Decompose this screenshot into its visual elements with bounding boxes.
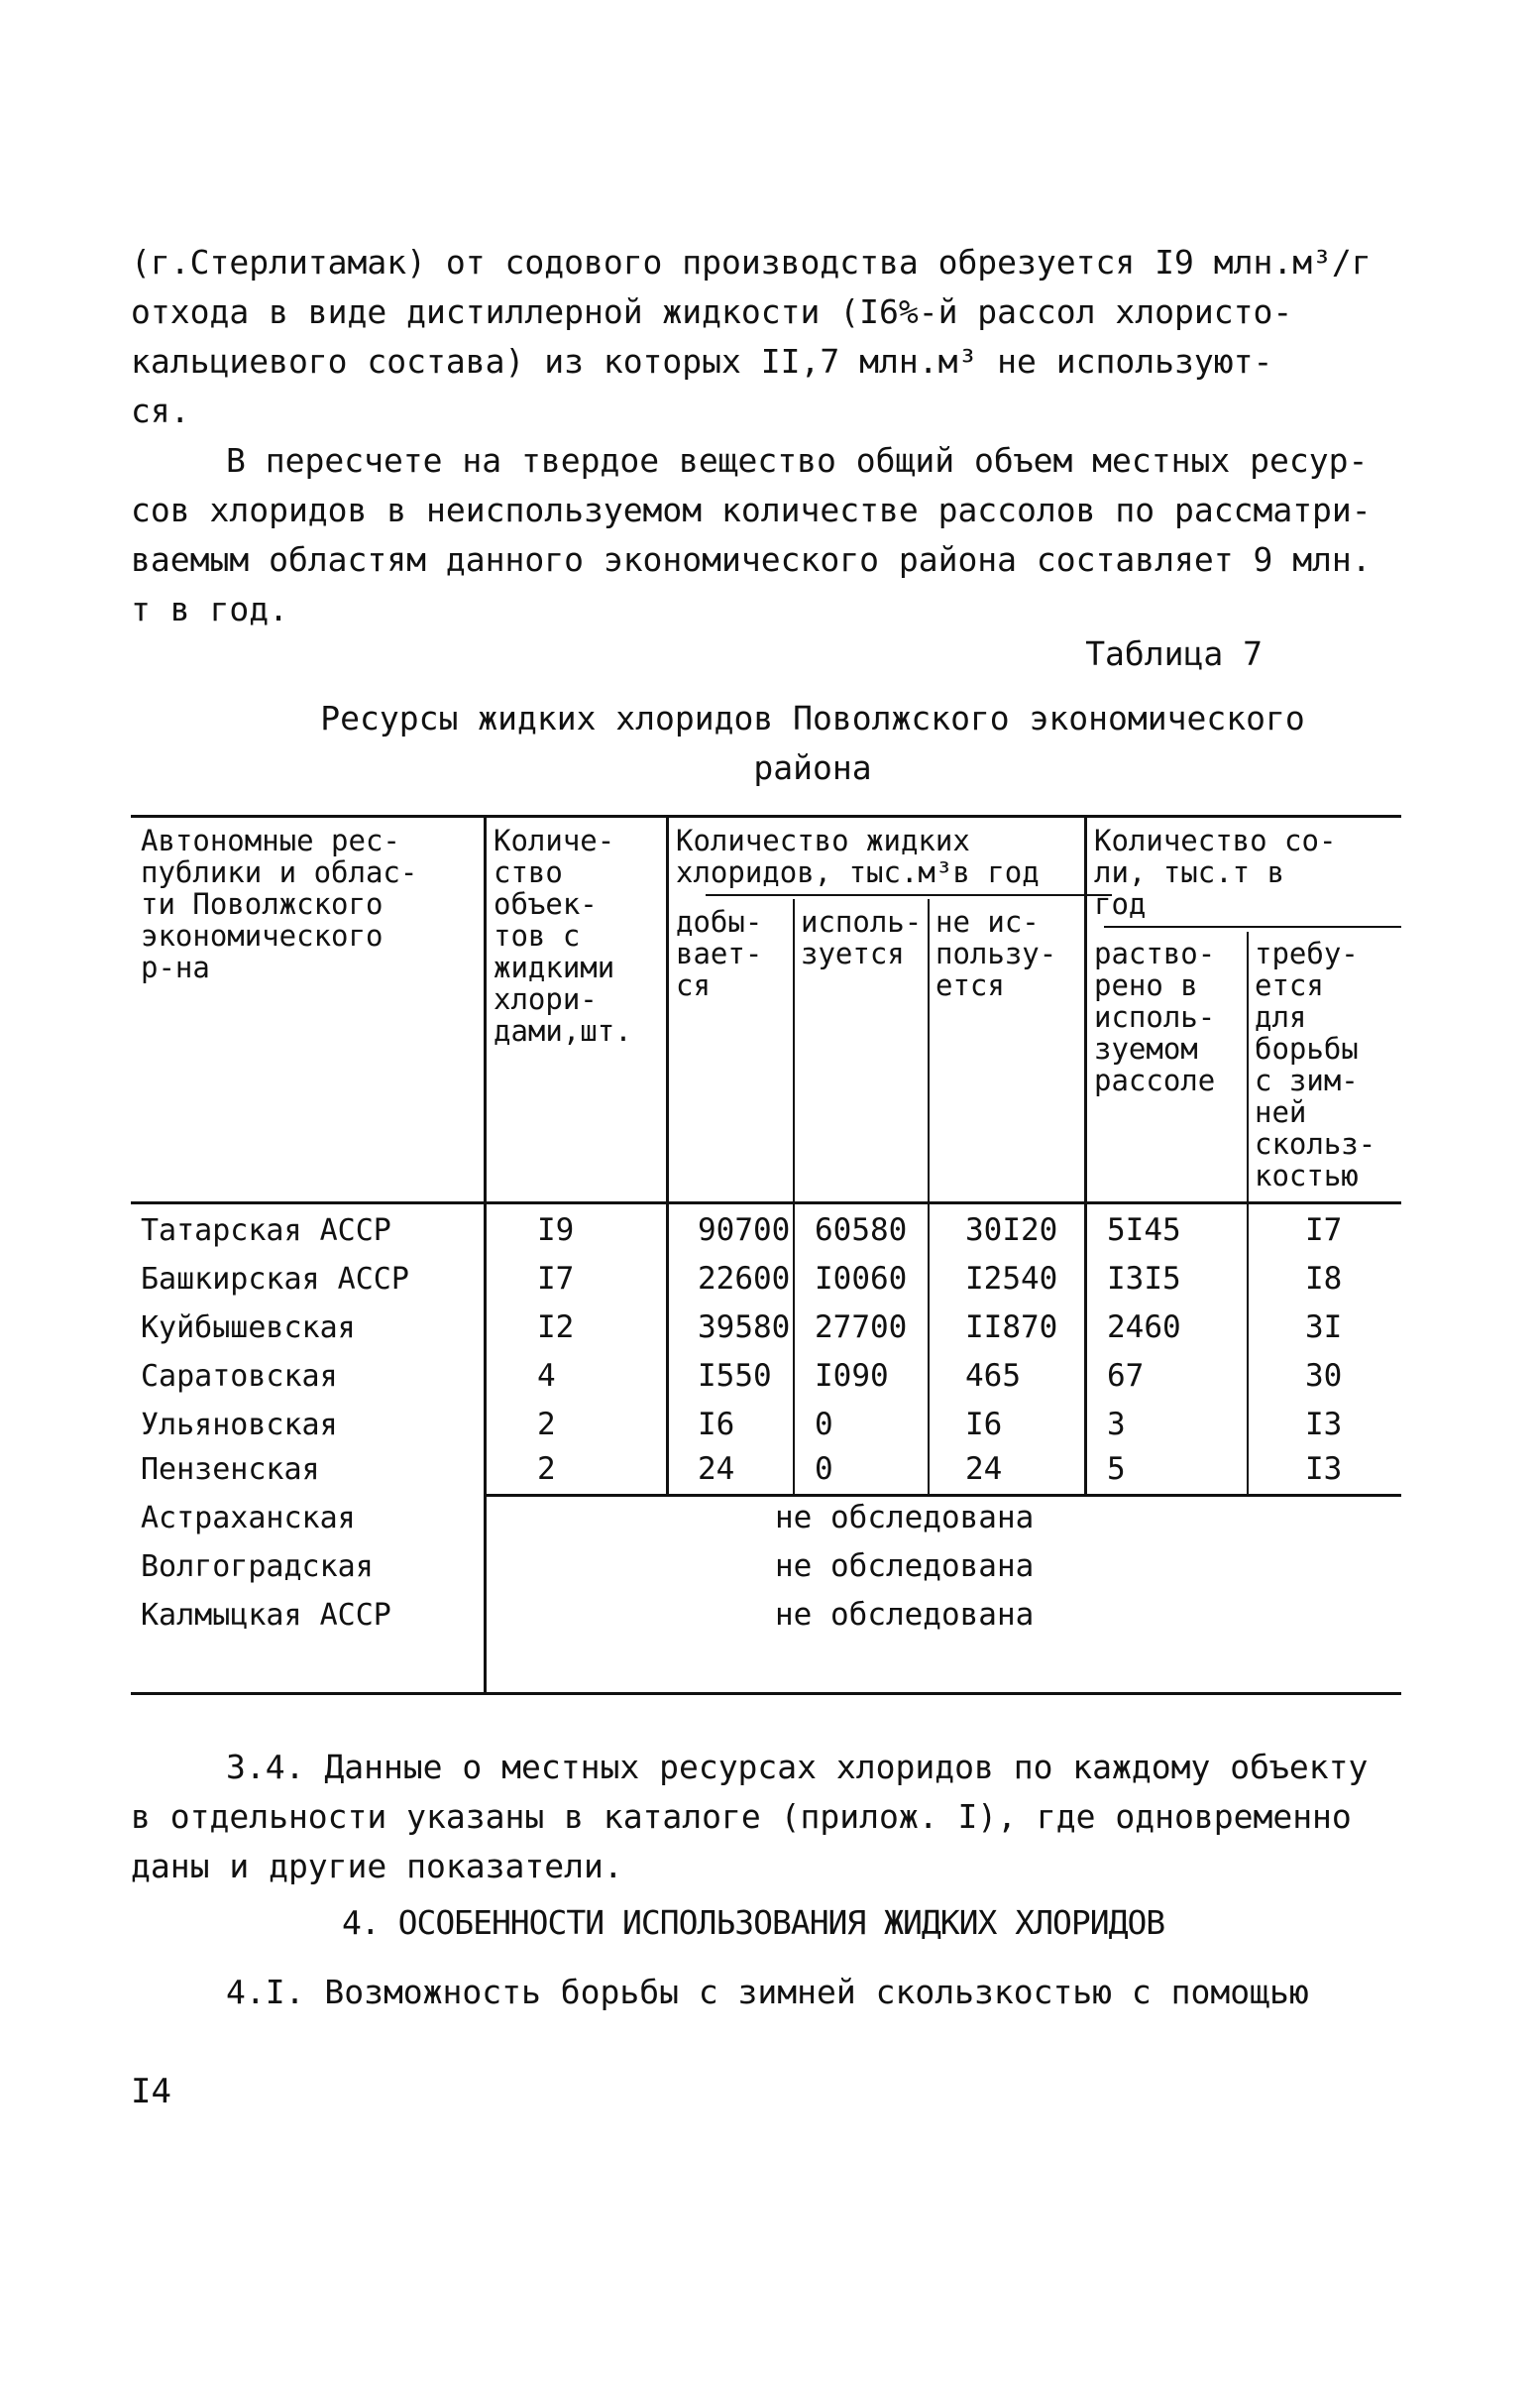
table-row-region: Пензенская bbox=[141, 1452, 320, 1487]
table-cell-dissolved: I3I5 bbox=[1107, 1261, 1181, 1297]
section-heading: 4. ОСОБЕННОСТИ ИСПОЛЬЗОВАНИЯ ЖИДКИХ ХЛОРИДОВ bbox=[342, 1903, 1165, 1942]
table-cell-required: I3 bbox=[1305, 1407, 1343, 1442]
header-salt: Количество со- ли, тыс.т в год bbox=[1094, 824, 1337, 921]
table-cell-dissolved: 3 bbox=[1107, 1407, 1126, 1442]
table-row-region: Ульяновская bbox=[141, 1408, 338, 1442]
table-cell-required: I7 bbox=[1305, 1212, 1343, 1248]
table-cell-mined: I550 bbox=[698, 1358, 772, 1394]
table-row-region: Волгоградская bbox=[141, 1549, 374, 1584]
table-cell-objects: I2 bbox=[537, 1309, 575, 1345]
table-cell-objects: I9 bbox=[537, 1212, 575, 1248]
table-row-region: Саратовская bbox=[141, 1359, 338, 1394]
paragraph-4-1: 4.I. Возможность борьбы с зимней скользкостью с помощью bbox=[226, 1973, 1309, 2011]
header-objects: Количе- ство объек- тов с жидкими хлори- дами,шт. bbox=[494, 824, 632, 1048]
table-cell-note: не обследована bbox=[775, 1597, 1035, 1633]
table-cell-used: 27700 bbox=[815, 1309, 908, 1345]
table-cell-used: I0060 bbox=[815, 1261, 908, 1297]
table-row-region: Калмыцкая АССР bbox=[141, 1598, 391, 1633]
header-mined: добы- вает- ся bbox=[676, 905, 763, 1002]
table-cell-mined: 24 bbox=[698, 1451, 735, 1487]
table-cell-objects: I7 bbox=[537, 1261, 575, 1297]
table-cell-note: не обследована bbox=[775, 1500, 1035, 1535]
table-cell-objects: 2 bbox=[537, 1451, 556, 1487]
table-title: Ресурсы жидких хлоридов Поволжского экономического района bbox=[320, 699, 1305, 787]
table-row-region: Астраханская bbox=[141, 1501, 356, 1535]
table-cell-objects: 4 bbox=[537, 1358, 556, 1394]
table-label: Таблица 7 bbox=[1085, 634, 1263, 673]
table-cell-required: 3I bbox=[1305, 1309, 1343, 1345]
table-cell-required: I3 bbox=[1305, 1451, 1343, 1487]
table-cell-dissolved: 2460 bbox=[1107, 1309, 1181, 1345]
header-liquid-chlorides: Количество жидких хлоридов, тыс.м³в год bbox=[676, 824, 1040, 889]
header-dissolved: раство- рено в исполь- зуемом рассоле bbox=[1094, 937, 1216, 1097]
table-cell-note: не обследована bbox=[775, 1548, 1035, 1584]
table-cell-required: I8 bbox=[1305, 1261, 1343, 1297]
table-cell-unused: 24 bbox=[965, 1451, 1003, 1487]
table-cell-objects: 2 bbox=[537, 1407, 556, 1442]
table-cell-dissolved: 5I45 bbox=[1107, 1212, 1181, 1248]
table-cell-unused: I6 bbox=[965, 1407, 1003, 1442]
resources-table bbox=[131, 815, 1401, 1697]
table-cell-unused: 465 bbox=[965, 1358, 1021, 1394]
header-unused: не ис- пользу- ется bbox=[935, 905, 1057, 1002]
header-regions: Автономные рес- публики и облас- ти Поволжского экономического р-на bbox=[141, 824, 418, 984]
table-row-region: Башкирская АССР bbox=[141, 1262, 409, 1297]
page-number: I4 bbox=[131, 2072, 171, 2111]
table-cell-mined: I6 bbox=[698, 1407, 735, 1442]
table-row-region: Куйбышевская bbox=[141, 1310, 356, 1345]
table-row-region: Татарская АССР bbox=[141, 1213, 391, 1248]
table-cell-mined: 90700 bbox=[698, 1212, 791, 1248]
table-cell-dissolved: 67 bbox=[1107, 1358, 1145, 1394]
table-cell-unused: II870 bbox=[965, 1309, 1058, 1345]
table-cell-dissolved: 5 bbox=[1107, 1451, 1126, 1487]
paragraph-chloride-total: В пересчете на твердое вещество общий объем местных ресур- сов хлоридов в неиспользуемом количестве рассолов по рассматри- ваемым областям данного экономического района составляет 9 млн. т в год. bbox=[131, 441, 1372, 628]
paragraph-catalog: 3.4. Данные о местных ресурсах хлоридов по каждому объекту в отдельности указаны в каталоге (прилож. I), где одновременно даны и другие показатели. bbox=[131, 1748, 1369, 1885]
table-cell-used: 0 bbox=[815, 1407, 833, 1442]
table-cell-used: 0 bbox=[815, 1451, 833, 1487]
paragraph-sterlitamak: (г.Стерлитамак) от содового производства обрезуется I9 млн.м³/г отхода в виде дистиллерной жидкости (I6%-й рассол хлористо- кальциевого состава) из которых II,7 млн.м³ не используют- ся. bbox=[131, 243, 1372, 430]
header-used: исполь- зуется bbox=[801, 905, 923, 970]
table-cell-unused: 30I20 bbox=[965, 1212, 1058, 1248]
table-cell-mined: 22600 bbox=[698, 1261, 791, 1297]
table-cell-unused: I2540 bbox=[965, 1261, 1058, 1297]
table-cell-required: 30 bbox=[1305, 1358, 1343, 1394]
table-cell-mined: 39580 bbox=[698, 1309, 791, 1345]
header-required: требу- ется для борьбы с зим- ней скольз- костью bbox=[1255, 937, 1376, 1192]
table-cell-used: I090 bbox=[815, 1358, 889, 1394]
table-cell-used: 60580 bbox=[815, 1212, 908, 1248]
